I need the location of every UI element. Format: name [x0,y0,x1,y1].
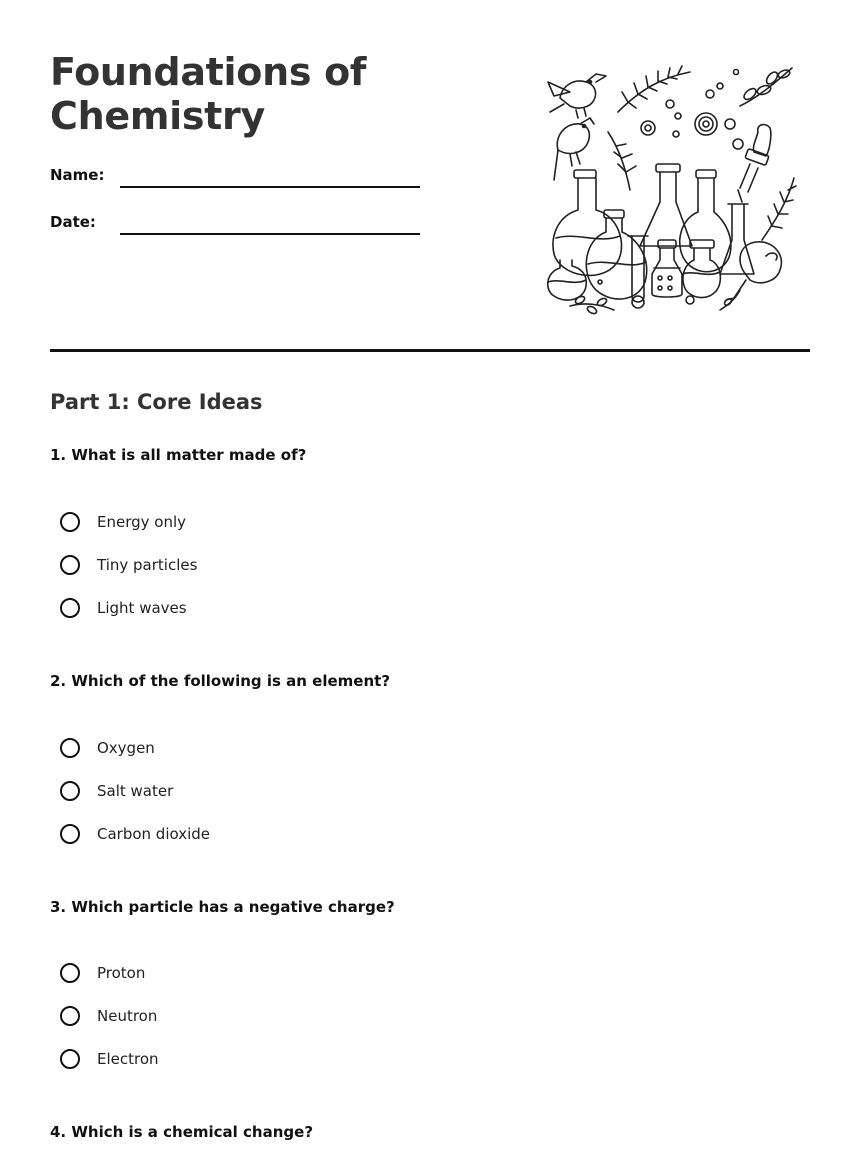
radio-button[interactable] [60,555,80,575]
option-label: Energy only [97,513,187,531]
chemistry-glassware-illustration [540,60,810,320]
name-field[interactable] [120,186,420,188]
round-flask-icon [680,170,731,272]
title-line-1: Foundations of [50,50,367,94]
worksheet-title [50,50,366,138]
question-1: 1. What is all matter made of? [50,446,307,464]
option-label: Neutron [97,1007,158,1025]
title-line-2: Chemistry [50,94,265,138]
date-label: Date: [50,213,96,231]
option-neutron[interactable] [60,1003,157,1029]
radio-button[interactable] [60,598,80,618]
radio-button[interactable] [60,1006,80,1026]
question-3: 3. Which particle has a negative charge? [50,898,395,916]
section-title: Part 1: Core Ideas [50,390,263,414]
option-label: Proton [97,964,146,982]
option-energy-only[interactable] [60,509,186,535]
bottle-icon [652,240,682,297]
round-flask-icon [548,260,587,300]
dropper-icon [738,125,771,202]
radio-button[interactable] [60,963,80,983]
option-salt-water[interactable] [60,778,173,804]
round-flask-icon [586,210,646,299]
option-label: Tiny particles [97,556,198,574]
question-2: 2. Which of the following is an element? [50,672,391,690]
option-label: Carbon dioxide [97,825,211,843]
bubbles-icon [641,70,743,150]
round-flask-icon [682,240,720,298]
date-field[interactable] [120,233,420,235]
fern-leaf-icon [608,132,636,190]
name-label: Name: [50,166,105,184]
radio-button[interactable] [60,1049,80,1069]
option-tiny-particles[interactable] [60,552,197,578]
radio-button[interactable] [60,824,80,844]
radio-button[interactable] [60,512,80,532]
option-light-waves[interactable] [60,595,187,621]
option-label: Oxygen [97,739,155,757]
option-oxygen[interactable] [60,735,155,761]
header-divider [50,349,810,352]
fern-leaf-icon [618,66,690,112]
fern-leaf-icon [762,178,796,240]
option-proton[interactable] [60,960,145,986]
radio-button[interactable] [60,738,80,758]
leaf-sprig-icon [740,68,792,106]
option-label: Electron [97,1050,159,1068]
option-carbon-dioxide[interactable] [60,821,210,847]
option-label: Salt water [97,782,174,800]
question-4: 4. Which is a chemical change? [50,1123,314,1141]
erlenmeyer-flask-icon [640,164,692,246]
option-label: Light waves [97,599,187,617]
radio-button[interactable] [60,781,80,801]
option-electron[interactable] [60,1046,159,1072]
bird-icon [548,74,606,118]
